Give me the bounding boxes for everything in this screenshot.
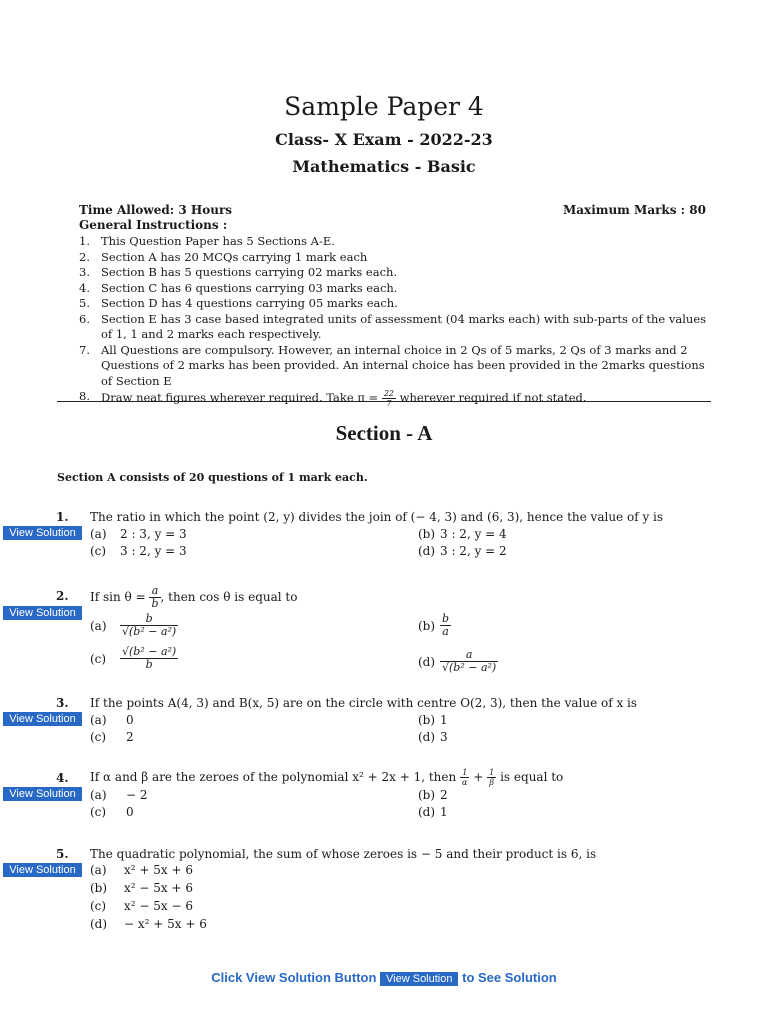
instruction-item: 2. Section A has 20 MCQs carrying 1 mark each [79, 249, 368, 264]
instruction-item: 7. All Questions are compulsory. However, an internal choice in 2 Qs of 5 marks, 2 Qs of 3 marks and 2 Questions of 2 marks has been provided. An internal choice has been provided in the 2marks questions of Section E [79, 342, 705, 388]
time-allowed: Time Allowed: 3 Hours [79, 203, 233, 217]
option-d[interactable]: (d) 3 : 2, y = 2 [418, 544, 507, 558]
instruction-item: 1. This Question Paper has 5 Sections A-E. [79, 234, 335, 248]
question-fraction: $\frac{a}{b}$ [151, 584, 159, 610]
option-d[interactable]: (d) 1 [418, 805, 448, 819]
question-number: 5. [56, 847, 69, 861]
option-d[interactable]: (d) $\frac{a}{\text{√(b² − a²)}}$ [418, 648, 497, 674]
option-b[interactable]: (b) 3 : 2, y = 4 [418, 527, 507, 541]
instructions-list [79, 234, 713, 408]
view-solution-button[interactable]: View Solution [3, 712, 82, 726]
option-a[interactable]: (a) − 2 [90, 788, 148, 802]
footer-instruction: Click View Solution Button View Solution to See Solution [211, 970, 557, 985]
question-number: 1. [56, 510, 69, 524]
option-c[interactable]: (c) $\frac{\text{√(b² − a²)}}{b}$ [90, 645, 177, 671]
option-c[interactable]: (c) 0 [90, 805, 134, 819]
option-c[interactable]: (c) 2 [90, 730, 134, 744]
instruction-item: 3. Section B has 5 questions carrying 02 marks each. [79, 265, 398, 279]
section-note: Section A consists of 20 questions of 1 mark each. [57, 471, 368, 484]
question-text: If sin θ = $\frac{a}{b}$ , then cos θ is equal to [90, 584, 298, 610]
option-c[interactable]: (c) x² − 5x − 6 [90, 899, 193, 913]
instruction-item: 4. Section C has 6 questions carrying 03 marks each. [79, 280, 398, 295]
view-solution-button[interactable]: View Solution [3, 787, 82, 801]
option-d[interactable]: (d) 3 [418, 730, 448, 744]
class-exam-subtitle: Class- X Exam - 2022-23 [275, 130, 493, 149]
paper-title: Sample Paper 4 [284, 92, 484, 121]
instruction-item: 6. Section E has 3 case based integrated units of assessment (04 marks each) with sub-parts of the values of 1, 1 and 2 marks each respectively. [79, 311, 707, 341]
question-number: 3. [56, 696, 69, 710]
section-title: Section - A [335, 421, 433, 445]
instruction-item: 5. Section D has 4 questions carrying 05 marks each. [79, 296, 398, 310]
instruction-item: 8. Draw neat figures wherever required. Take π = $\frac{22}{7}$ wherever required if not stated. [79, 389, 587, 408]
question-text: If the points A(4, 3) and B(x, 5) are on the circle with centre O(2, 3), then the value of x is [90, 696, 638, 710]
option-b[interactable]: (b) x² − 5x + 6 [90, 881, 193, 895]
view-solution-button[interactable]: View Solution [3, 863, 82, 877]
question-number: 4. [56, 771, 69, 785]
question-text: The quadratic polynomial, the sum of whose zeroes is − 5 and their product is 6, is [90, 847, 597, 861]
question-text: The ratio in which the point (2, y) divides the join of (− 4, 3) and (6, 3), hence the value of y is [90, 510, 664, 524]
subject-subtitle: Mathematics - Basic [292, 157, 476, 176]
option-a[interactable]: (a) 0 [90, 713, 134, 727]
option-c[interactable]: (c) 3 : 2, y = 3 [90, 544, 187, 558]
option-a[interactable]: (a) $\frac{b}{\text{√(b² − a²)}}$ [90, 612, 177, 638]
section-divider [57, 401, 711, 402]
option-b[interactable]: (b) 1 [418, 713, 448, 727]
maximum-marks: Maximum Marks : 80 [562, 203, 706, 217]
option-d[interactable]: (d) − x² + 5x + 6 [90, 917, 207, 931]
question-number: 2. [56, 589, 69, 603]
view-solution-button[interactable]: View Solution [3, 526, 82, 540]
option-a[interactable]: (a) x² + 5x + 6 [90, 863, 193, 877]
option-b[interactable]: (b) 2 [418, 788, 448, 802]
general-instructions-heading: General Instructions : [79, 218, 228, 232]
question-text: If α and β are the zeroes of the polynomial x² + 2x + 1, then $\frac{1}{\alpha}$ + $\frac{1}{\beta}$ is equal to [90, 768, 564, 787]
option-a[interactable]: (a) 2 : 3, y = 3 [90, 527, 187, 541]
view-solution-button[interactable]: View Solution [3, 606, 82, 620]
footer-view-solution-button[interactable]: View Solution [380, 972, 458, 986]
pi-fraction: $\frac{22}{7}$ [383, 389, 395, 408]
option-b[interactable]: (b) $\frac{b}{a}$ [418, 612, 450, 638]
